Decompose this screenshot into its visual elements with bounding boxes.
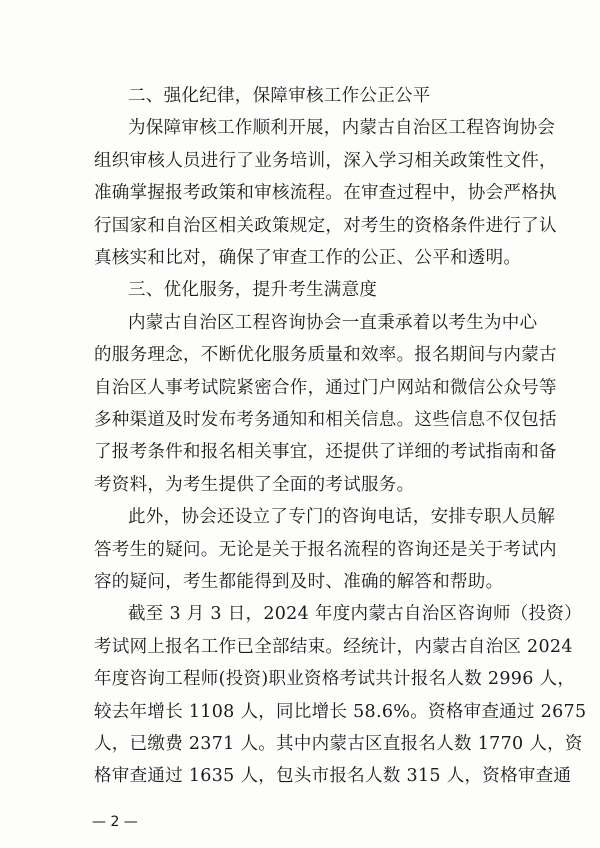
paragraph-line: 截至 3 月 3 日，2024 年度内蒙古自治区咨询师（投资） <box>128 604 582 625</box>
section-heading-service: 三、优化服务，提升考生满意度 <box>128 280 378 301</box>
paragraph-line: 答考生的疑问。无论是关于报名流程的咨询还是关于考试内 <box>94 539 557 560</box>
paragraph-line: 的服务理念，不断优化服务质量和效率。报名期间与内蒙古 <box>94 345 557 366</box>
paragraph-line: 行国家和自治区相关政策规定，对考生的资格条件进行了认 <box>94 215 557 236</box>
paragraph-line: 容的疑问，考生都能得到及时、准确的解答和帮助。 <box>94 572 504 592</box>
paragraph-line: 组织审核人员进行了业务培训，深入学习相关政策性文件， <box>94 150 557 171</box>
paragraph-line: 内蒙古自治区工程咨询协会一直秉承着以考生为中心 <box>128 312 538 333</box>
paragraph-line: 年度咨询工程师(投资)职业资格考试共计报名人数 2996 人， <box>94 669 576 690</box>
paragraph-line: 自治区人事考试院紧密合作，通过门户网站和微信公众号等 <box>94 377 557 398</box>
paragraph-line: 人，已缴费 2371 人。其中内蒙古区直报名人数 1770 人，资 <box>94 734 583 754</box>
paragraph-line: 格审查通过 1635 人，包头市报名人数 315 人，资格审查通 <box>94 766 572 787</box>
page-number: — 2 — <box>92 814 138 830</box>
paragraph-line: 准确掌握报考政策和审核流程。在审查过程中，协会严格执 <box>94 183 557 204</box>
section-heading-discipline: 二、强化纪律，保障审核工作公正公平 <box>128 86 431 106</box>
paragraph-line: 较去年增长 1108 人，同比增长 58.6%。资格审查通过 2675 <box>94 701 587 722</box>
paragraph-line: 此外，协会还设立了专门的咨询电话，安排专职人员解 <box>128 507 556 528</box>
paragraph-line: 了报考条件和报名相关事宜，还提供了详细的考试指南和备 <box>94 442 557 463</box>
paragraph-line: 真核实和比对，确保了审查工作的公正、公平和透明。 <box>94 248 522 268</box>
paragraph-line: 考资料，为考生提供了全面的考试服务。 <box>94 474 415 495</box>
paragraph-line: 多种渠道及时发布考务通知和相关信息。这些信息不仅包括 <box>94 410 557 430</box>
paragraph-line: 考试网上报名工作已全部结束。经统计，内蒙古自治区 2024 <box>94 636 573 657</box>
paragraph-line: 为保障审核工作顺利开展，内蒙古自治区工程咨询协会 <box>128 118 556 139</box>
